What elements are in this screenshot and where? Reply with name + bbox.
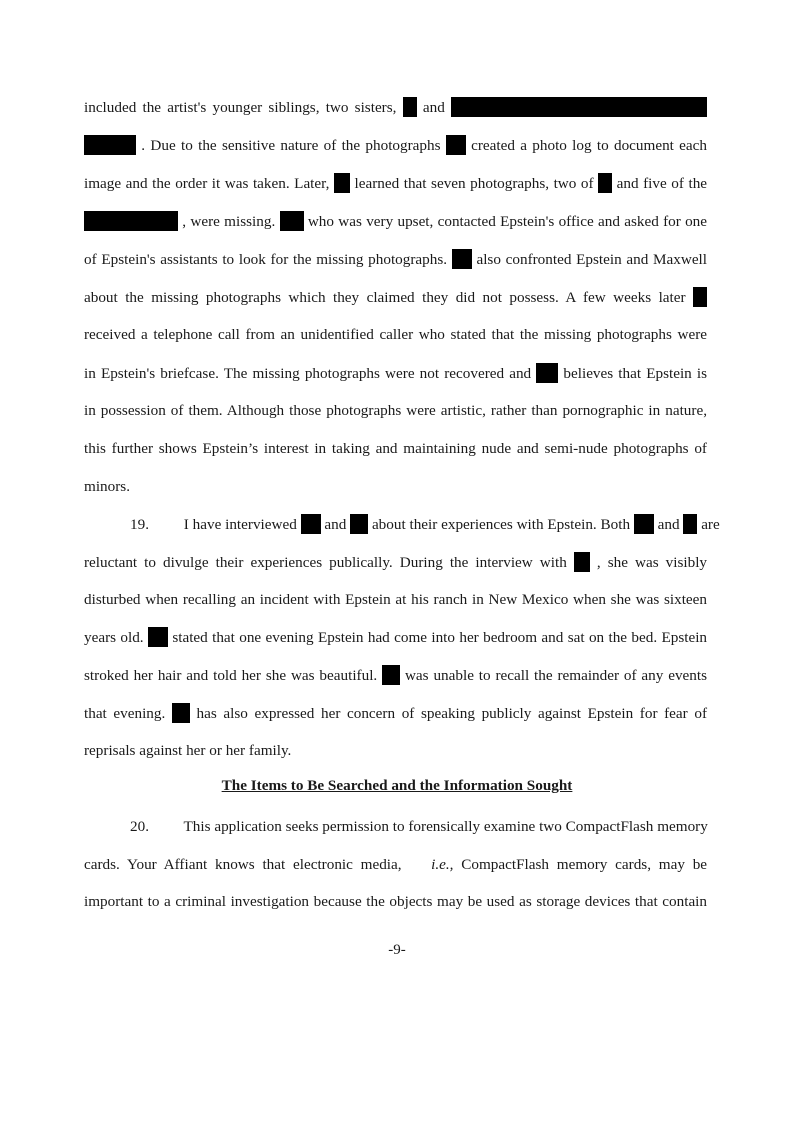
text-segment: This application seeks permission to forensically examine two CompactFlash memory [183,818,708,835]
text-segment: and five of the [616,175,708,192]
text-line [84,363,707,384]
text-segment: and [324,516,347,533]
redaction-block [301,514,321,534]
text-segment: image and the order it was taken. Later, [84,175,330,192]
redaction-block [334,173,350,193]
text-line [84,97,707,118]
redaction-block [574,552,590,572]
text-segment: about the missing photographs which they claimed they did not possess. A few weeks later [84,289,686,306]
text-segment: stated that one evening Epstein had come into her bedroom and sat on the bed. Epstein [172,629,708,646]
text-line [84,439,707,459]
redaction-block [451,97,707,117]
text-line [84,135,707,156]
text-line [84,514,720,535]
redaction-block [446,135,466,155]
text-segment: in possession of them. Although those photographs were artistic, rather than pornographic in nature, [84,402,707,419]
page-number: -9- [388,942,406,958]
text-segment: reluctant to divulge their experiences publically. During the interview with [84,554,567,571]
text-segment: received a telephone call from an unidentified caller who stated that the missing photographs were [84,326,707,343]
redaction-block [350,514,368,534]
text-segment: that evening. [84,705,166,722]
text-segment: created a photo log to document each [471,137,707,154]
text-line [84,211,707,232]
text-segment: minors. [84,478,130,495]
text-segment: and [657,516,680,533]
text-segment: , were missing. [182,213,276,230]
text-segment: important to a criminal investigation because the objects may be used as storage devices that contain [84,893,707,910]
text-segment: in Epstein's briefcase. The missing photographs were not recovered and [84,365,532,382]
text-line [84,703,707,724]
text-segment: about their experiences with Epstein. Both [371,516,631,533]
text-segment: stroked her hair and told her she was beautiful. [84,667,378,684]
redaction-block [403,97,417,117]
paragraph-number: 19. [130,516,149,533]
redaction-block [634,514,654,534]
text-segment: I have interviewed [183,516,297,533]
text-line [84,817,707,837]
redaction-block [536,363,558,383]
text-segment: was unable to recall the remainder of any events [404,667,708,684]
redaction-block [382,665,400,685]
section-heading: The Items to Be Searched and the Information Sought [221,777,573,794]
text-segment: learned that seven photographs, two of [354,175,594,192]
redaction-block [172,703,190,723]
redaction-block [693,287,707,307]
redaction-block [280,211,304,231]
text-segment: has also expressed her concern of speaking publicly against Epstein for fear of [196,705,707,722]
text-line [84,741,707,761]
text-segment: disturbed when recalling an incident with Epstein at his ranch in New Mexico when she was sixteen [84,591,707,608]
redaction-block [598,173,612,193]
text-segment: years old. [84,629,144,646]
text-segment: who was very upset, contacted Epstein's office and asked for one [307,213,708,230]
text-line [84,892,707,912]
text-segment: cards. Your Affiant knows that electronic media, [84,856,402,873]
text-line [84,249,707,270]
text-line [84,627,707,648]
redaction-block [84,135,136,155]
text-segment: also confronted Epstein and Maxwell [476,251,707,268]
text-segment: , she was visibly [596,554,708,571]
paragraph-number: 20. [130,818,149,835]
text-segment: CompactFlash memory cards, may be [461,856,708,873]
text-segment: i.e., [431,856,454,873]
redaction-block [148,627,168,647]
text-segment: this further shows Epstein’s interest in taking and maintaining nude and semi-nude photographs of [84,440,707,457]
redaction-block [452,249,472,269]
redaction-block [84,211,178,231]
text-line [84,552,707,573]
text-line [84,590,707,610]
text-segment: included the artist's younger siblings, two sisters, [84,99,397,116]
text-segment: and [422,99,445,116]
text-line [84,855,707,875]
text-segment: of Epstein's assistants to look for the missing photographs. [84,251,448,268]
text-segment: believes that Epstein is [563,365,708,382]
text-line [84,173,707,194]
text-line [84,325,707,345]
redaction-block [683,514,697,534]
text-segment: . Due to the sensitive nature of the photographs [141,137,441,154]
text-line [84,287,707,308]
text-segment: reprisals against her or her family. [84,742,292,759]
text-line [84,477,707,497]
text-segment: are [701,516,720,533]
text-line [84,665,707,686]
text-line [84,401,707,421]
